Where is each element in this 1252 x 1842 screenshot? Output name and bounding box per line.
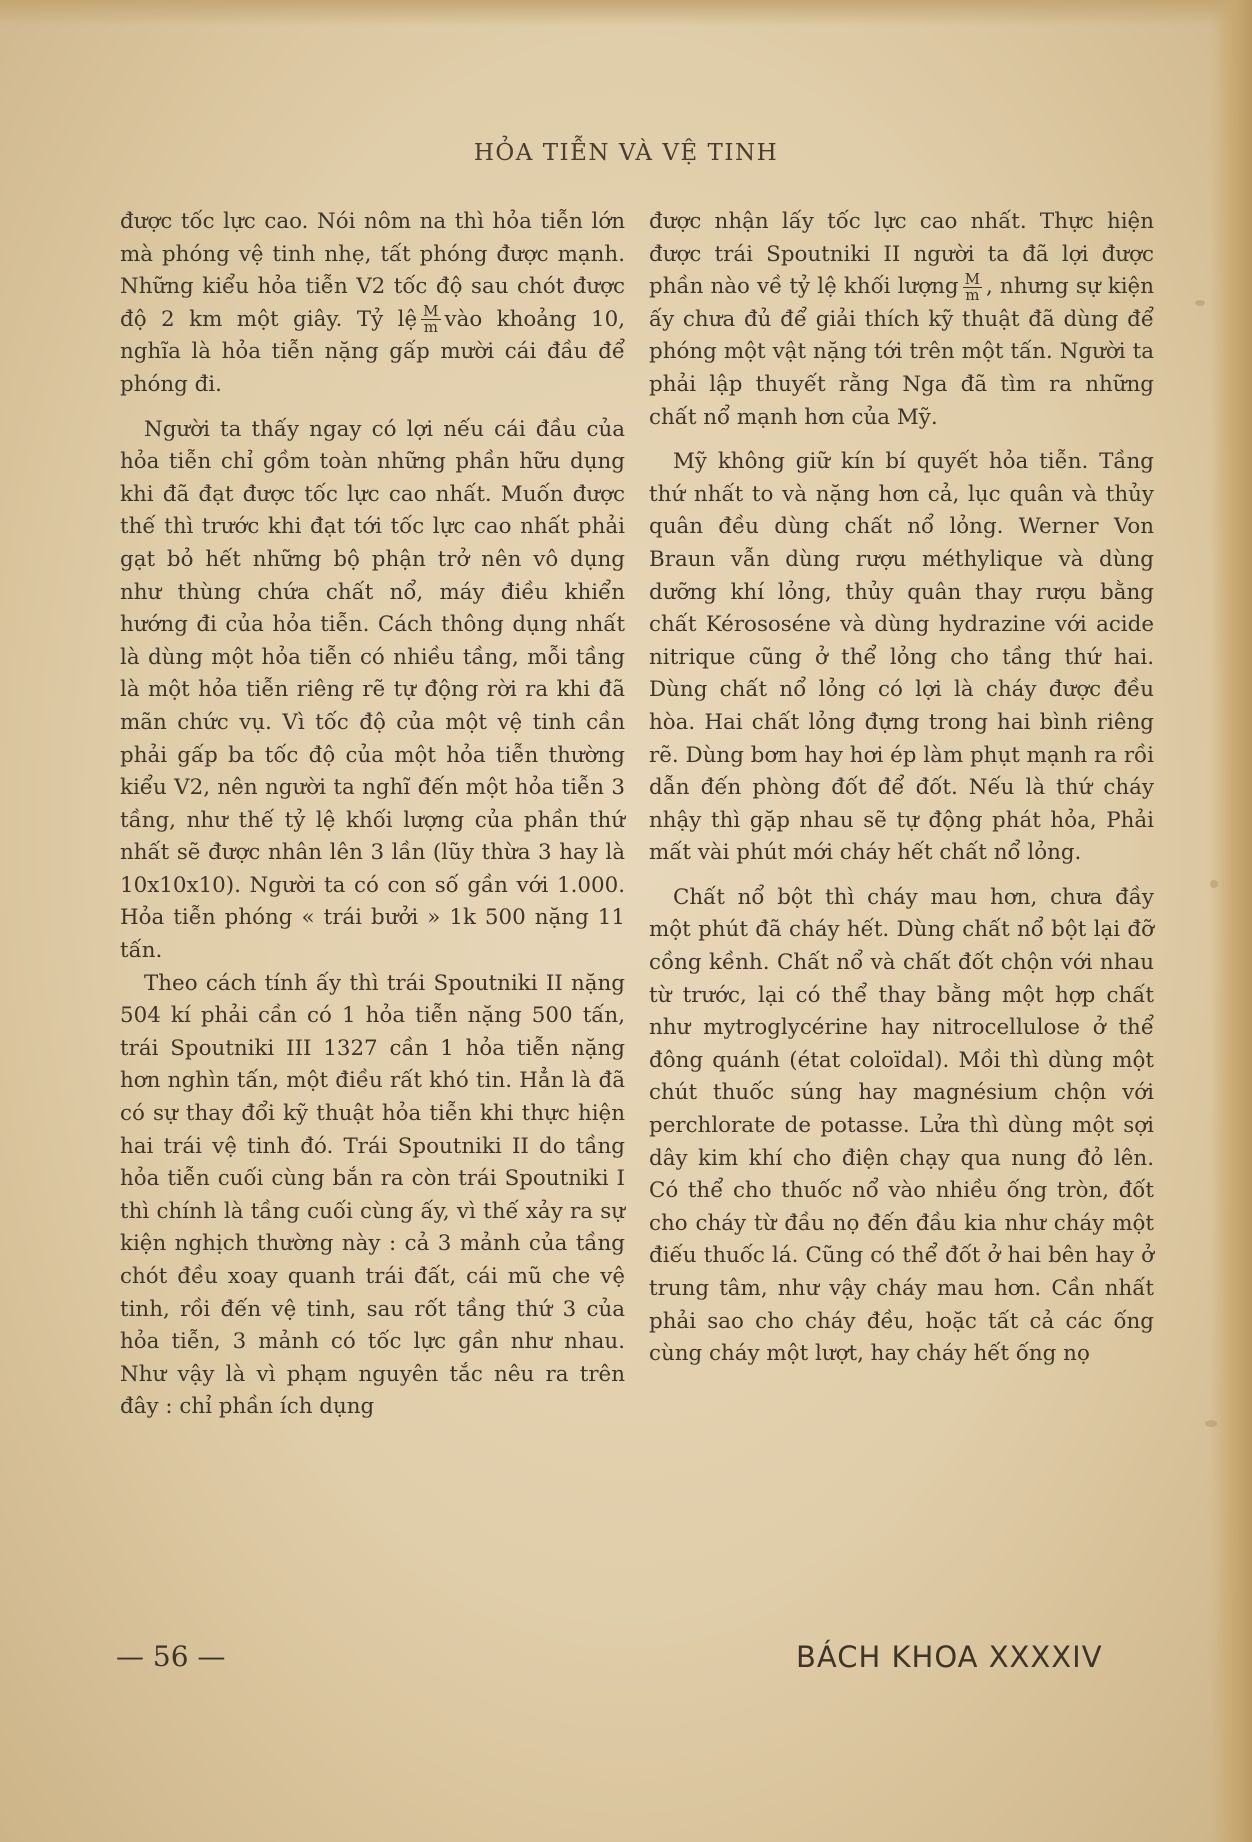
text-run: vào khoảng 10, nghĩa là hỏa tiễn nặng gấp mười cái đầu để phóng đi. [120, 306, 625, 397]
fraction-denominator: m [423, 318, 438, 337]
right-column [649, 206, 1154, 1371]
text-run: , nhưng sự kiện ấy chưa đủ để giải thích kỹ thuật đã dùng để phóng một vật nặng tới trên một tấn. Người ta phải lập thuyết rằng Nga đã tìm ra những chất nổ mạnh hơn của Mỹ. [649, 274, 1154, 430]
fraction-denominator: m [965, 285, 980, 304]
fraction [421, 304, 440, 335]
paragraph: Theo cách tính ấy thì trái Spoutniki II nặng 504 kí phải cần có 1 hỏa tiễn nặng 500 tấn, trái Spoutniki III 1327 cần 1 hỏa tiễn nặng hơn nghìn tấn, một điều rất khó tin. Hẳn là đã có sự thay đổi kỹ thuật hỏa tiễn khi thực hiện hai trái vệ tinh đó. Trái Spoutniki II do tầng hỏa tiễn cuối cùng bắn ra còn trái Spoutniki I thì chính là tầng cuối cùng ấy, vì thế xảy ra sự kiện nghịch thường này : cả 3 mảnh của tầng chót đều xoay quanh trái đất, cái mũ che vệ tinh, rồi đến vệ tinh, sau rốt tầng thứ 3 của hỏa tiễn, 3 mảnh có tốc lực gần như nhau. Như vậy là vì phạm nguyên tắc nêu ra trên đây : chỉ phần ích dụng [120, 970, 625, 1420]
paragraph [120, 206, 625, 402]
running-header: HỎA TIỄN VÀ VỆ TINH [473, 140, 779, 166]
page-edge-right [1210, 0, 1252, 1842]
paragraph [649, 206, 1154, 434]
fraction [963, 269, 982, 304]
paragraph: Người ta thấy ngay có lợi nếu cái đầu của hỏa tiễn chỉ gồm toàn những phần hữu dụng khi đã đạt được tốc lực cao nhất. Muốn được thế thì trước khi đạt tới tốc lực cao nhất phải gạt bỏ hết những bộ phận trở nên vô dụng như thùng chứa chất nổ, máy điều khiển hướng đi của hỏa tiễn. Cách thông dụng nhất là dùng một hỏa tiễn có nhiều tầng, mỗi tầng là một hỏa tiễn riêng rẽ tự động rời ra khi đã mãn chức vụ. Vì tốc độ của một vệ tinh cần phải gấp ba tốc độ của một hỏa tiễn thường kiểu V2, nên người ta nghĩ đến một hỏa tiễn 3 tầng, như thế tỷ lệ khối lượng của phần thứ nhất sẽ được nhân lên 3 lần (lũy thừa 3 hay là 10x10x10). Người ta có con số gần với 1.000. Hỏa tiễn phóng « trái bưởi » 1k 500 nặng 11 tấn. [120, 416, 625, 964]
left-column [120, 206, 625, 1424]
journal-issue: BÁCH KHOA XXXXIV [796, 1640, 1103, 1674]
fraction-numerator: M [423, 302, 439, 321]
text-run: được nhận lấy tốc lực cao nhất. Thực hiện được trái Spoutniki II người ta đã lợi được phần nào về tỷ lệ khối lượng [649, 209, 1154, 300]
page-number: — 56 — [116, 1640, 226, 1673]
paper-stain [1195, 300, 1205, 306]
paper-stain [1205, 1420, 1217, 1427]
paragraph: Mỹ không giữ kín bí quyết hỏa tiễn. Tầng thứ nhất to và nặng hơn cả, lục quân và thủy quân đều dùng chất nổ lỏng. Werner Von Braun vẫn dùng rượu méthylique và dùng dưỡng khí lỏng, thủy quân thay rượu bằng chất Kérososéne và dùng hydrazine với acide nitrique cũng ở thể lỏng cho tầng thứ hai. Dùng chất nổ lỏng có lợi là cháy được đều hòa. Hai chất lỏng đựng trong hai bình riêng rẽ. Dùng bơm hay hơi ép làm phụt mạnh ra rồi dẫn đến phòng đốt để đốt. Nếu là thứ cháy nhậy thì gặp nhau sẽ tự động phát hỏa, Phải mất vài phút mới cháy hết chất nổ lỏng. [649, 449, 1154, 866]
page-edge-top [0, 0, 1252, 26]
paragraph: Chất nổ bột thì cháy mau hơn, chưa đầy một phút đã cháy hết. Dùng chất nổ bột lại đỡ cồng kềnh. Chất nổ và chất đốt chộn với nhau từ trước, lại có thể thay bằng một hợp chất như mytroglycérine hay nitrocellulose ở thể đông quánh (état coloïdal). Mồi thì dùng một chút thuốc súng hay magnésium chộn với perchlorate de potasse. Lửa thì dùng một sợi dây kim khí cho điện chạy qua nung đỏ lên. Có thể cho thuốc nổ vào nhiều ống tròn, đốt cho cháy từ đầu nọ đến đầu kia như cháy một điếu thuốc lá. Cũng có thể đốt ở hai bên hay ở trung tâm, như vậy cháy mau hơn. Cần nhất phải sao cho cháy đều, hoặc tất cả các ống cùng cháy một lượt, hay cháy hết ống nọ [649, 884, 1154, 1367]
text-run: được tốc lực cao. Nói nôm na thì hỏa tiễn lớn mà phóng vệ tinh nhẹ, tất phóng được mạnh. Những kiểu hỏa tiễn V2 tốc độ sau chót được độ 2 km một giây. Tỷ lệ [120, 209, 625, 332]
fraction-numerator: M [964, 269, 980, 288]
paper-stain [1210, 880, 1218, 888]
